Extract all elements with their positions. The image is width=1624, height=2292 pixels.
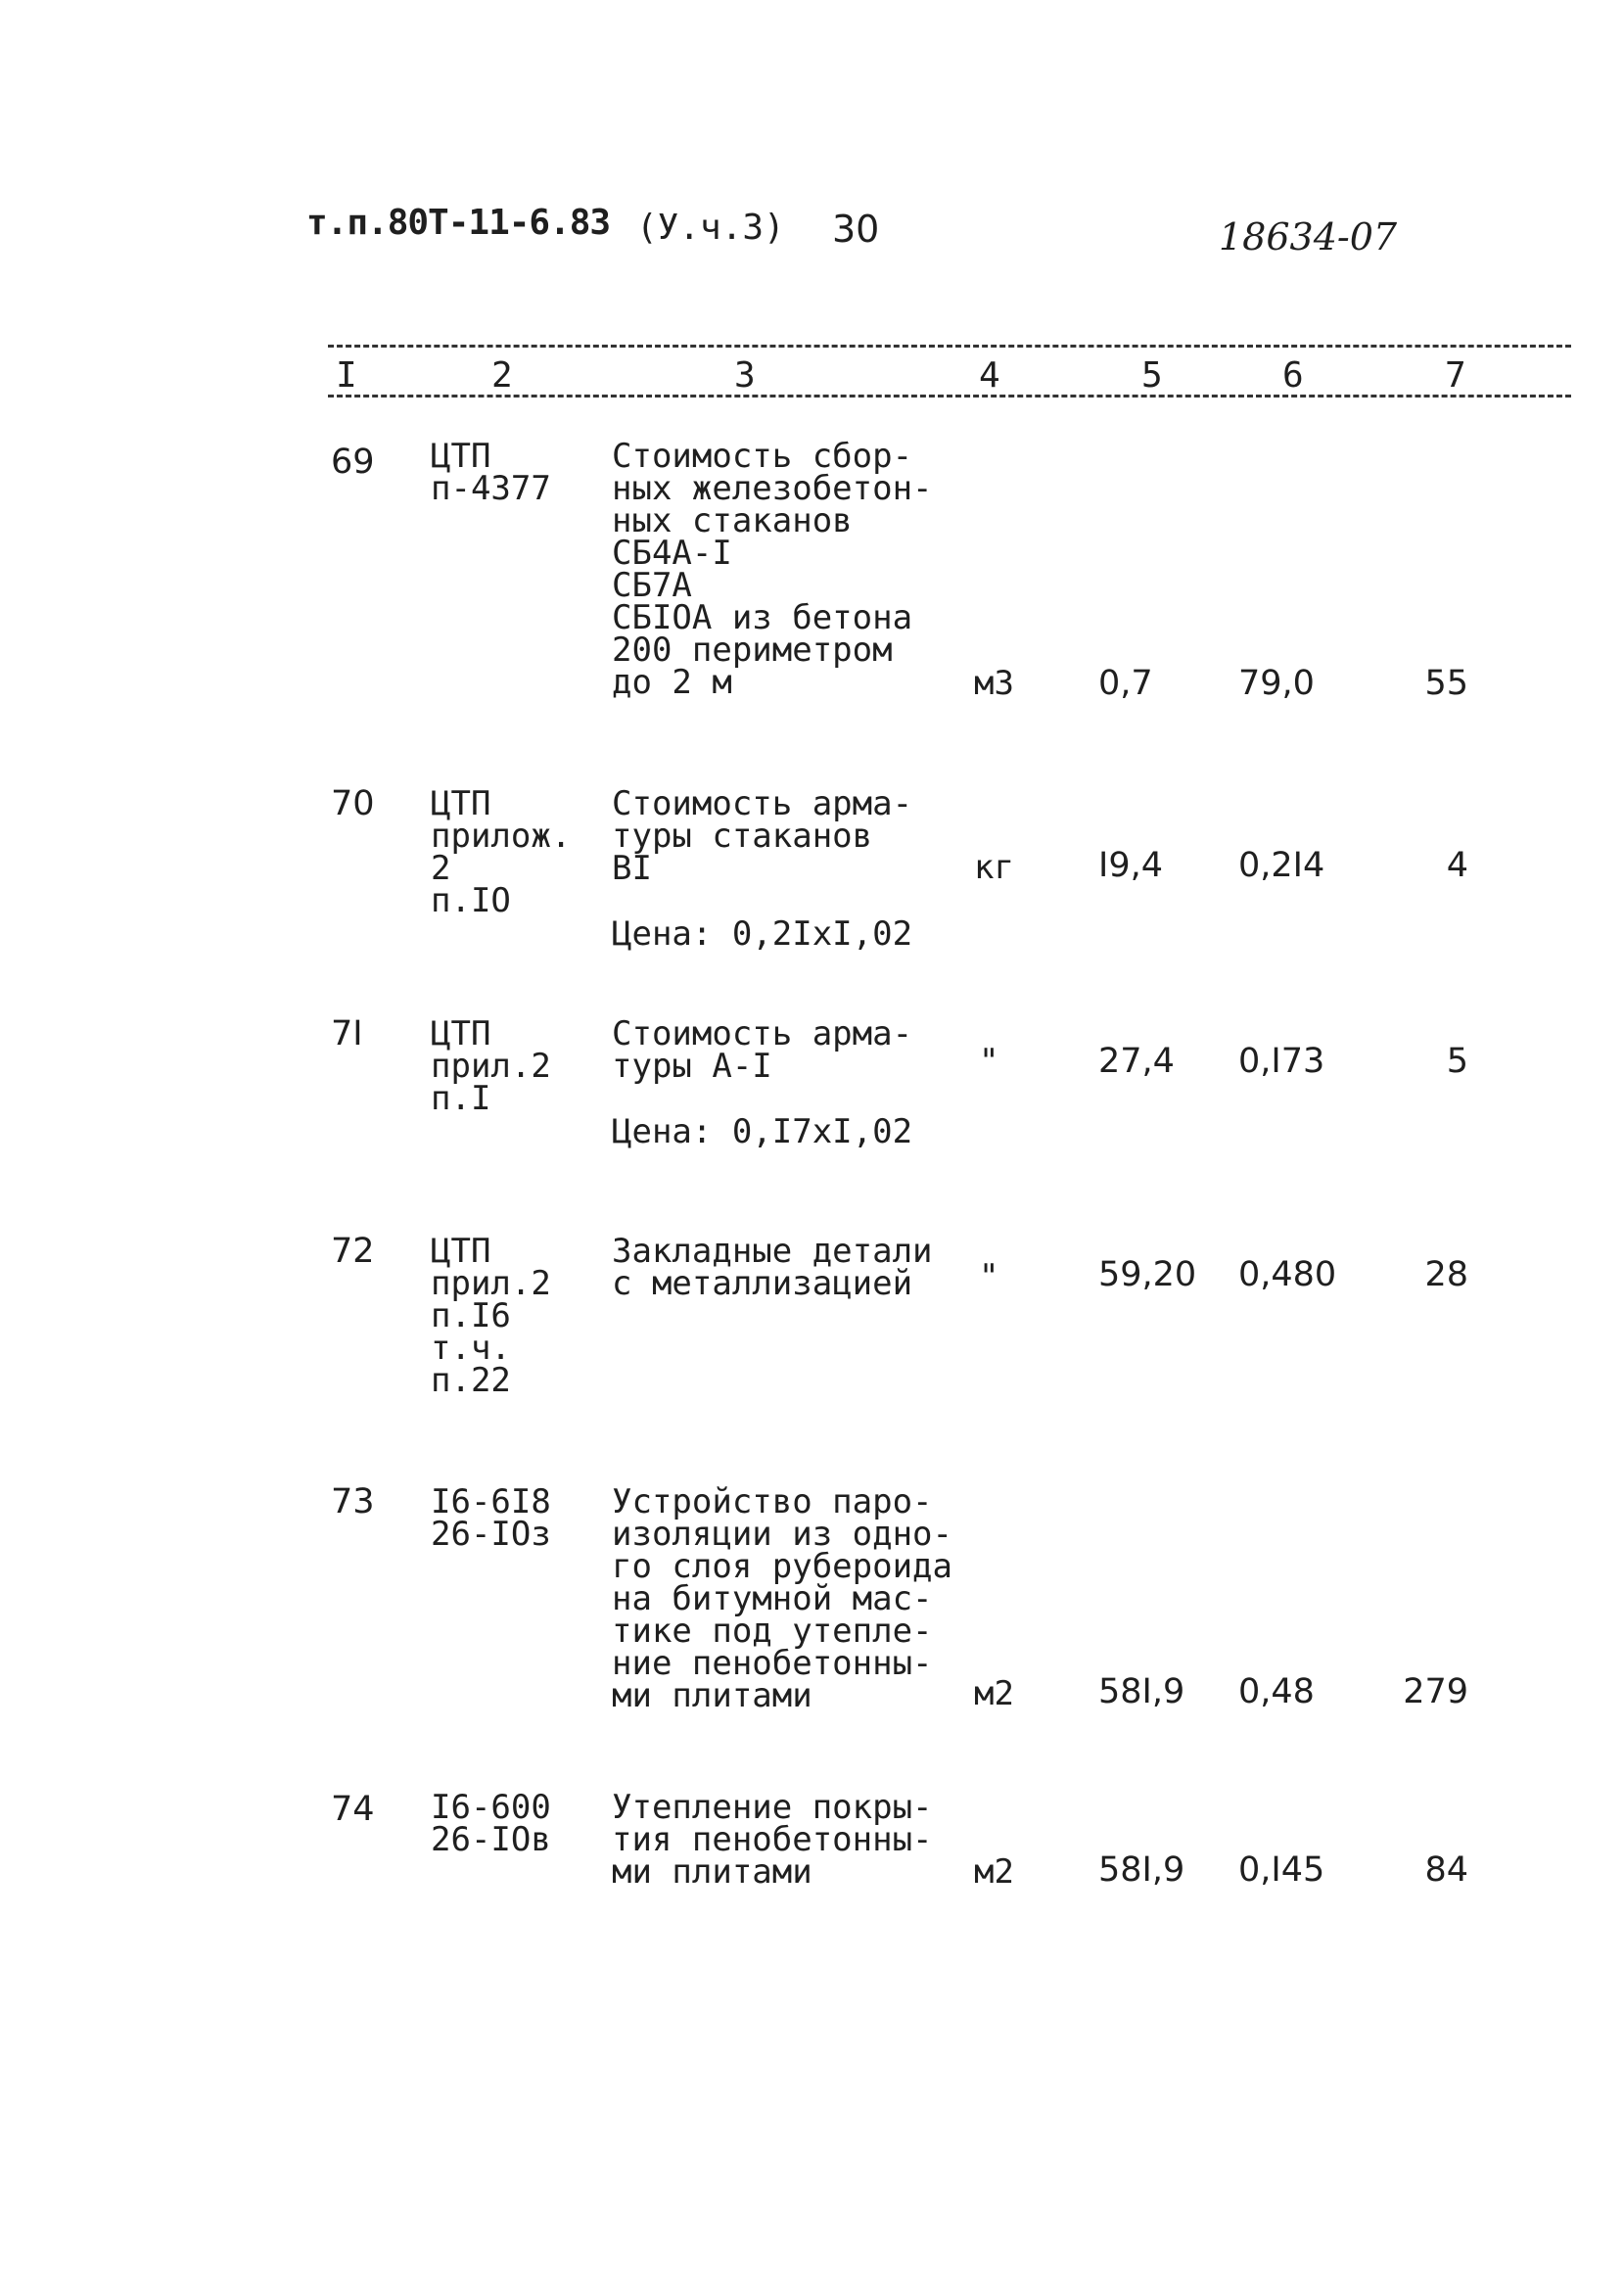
row-unit: кг — [974, 848, 1014, 887]
column-number: I — [336, 355, 357, 396]
column-number: 6 — [1282, 355, 1304, 396]
row-number: 7I — [331, 1014, 363, 1053]
row-unit-price: 0,48 — [1238, 1672, 1315, 1711]
row-number: 73 — [331, 1482, 375, 1521]
handwritten-code: 18634-07 — [1219, 215, 1398, 258]
row-total: 28 — [1424, 1255, 1468, 1294]
row-quantity: 58I,9 — [1098, 1672, 1185, 1711]
row-reference: ЦТП п-4377 — [431, 437, 551, 508]
row-unit: м3 — [974, 664, 1014, 703]
row-reference: I6-600 26-IОв — [431, 1788, 551, 1859]
row-number: 74 — [331, 1790, 375, 1829]
row-quantity: 0,7 — [1098, 664, 1153, 703]
row-unit-price: 0,480 — [1238, 1255, 1337, 1294]
row-unit: " — [979, 1042, 999, 1081]
row-description: Стоимость арма- туры стаканов ВI — [612, 784, 913, 888]
row-total: 279 — [1403, 1672, 1468, 1711]
row-reference: ЦТП прил.2 п.I6 т.ч. п.22 — [431, 1232, 551, 1400]
divider-top — [328, 345, 1571, 348]
row-number: 70 — [331, 784, 375, 823]
divider-bottom — [328, 395, 1571, 398]
page-number: 30 — [832, 208, 880, 251]
row-quantity: 59,20 — [1098, 1255, 1197, 1294]
row-description: Стоимость арма- туры А-I — [612, 1014, 913, 1086]
column-number: 4 — [979, 355, 1000, 396]
row-quantity: 27,4 — [1098, 1042, 1175, 1081]
row-description: Закладные детали с металлизацией — [612, 1232, 933, 1303]
row-unit-price: 79,0 — [1238, 664, 1315, 703]
row-total: 84 — [1424, 1850, 1468, 1890]
row-total: 55 — [1424, 664, 1468, 703]
column-number: 5 — [1141, 355, 1163, 396]
document-part: (У.ч.3) — [636, 208, 785, 248]
row-description: Стоимость сбор- ных железобетон- ных стаканов СБ4А-I СБ7А СБIОА из бетона 200 периметром до 2 м — [612, 437, 933, 702]
row-quantity: 58I,9 — [1098, 1850, 1185, 1890]
row-unit: " — [979, 1257, 999, 1296]
row-unit: м2 — [974, 1674, 1014, 1713]
column-number: 2 — [491, 355, 513, 396]
column-number: 3 — [734, 355, 756, 396]
row-price-note: Цена: 0,I7xI,02 — [612, 1112, 913, 1151]
row-unit-price: 0,I73 — [1238, 1042, 1325, 1081]
row-number: 69 — [331, 443, 375, 482]
row-unit-price: 0,2I4 — [1238, 846, 1325, 885]
row-reference: I6-6I8 26-IОз — [431, 1482, 551, 1554]
row-reference: ЦТП прил.2 п.I — [431, 1014, 551, 1118]
row-description: Утепление покры- тия пенобетонны- ми плитами — [612, 1788, 933, 1892]
row-quantity: I9,4 — [1098, 846, 1163, 885]
row-reference: ЦТП прилож. 2 п.IО — [431, 784, 572, 920]
row-total: 5 — [1446, 1042, 1468, 1081]
row-price-note: Цена: 0,2IxI,02 — [612, 914, 913, 954]
row-unit: м2 — [974, 1852, 1014, 1892]
row-total: 4 — [1446, 846, 1468, 885]
document-code: т.п.80Т-11-6.83 — [306, 203, 611, 243]
row-description: Устройство паро- изоляции из одно- го слоя рубероида на битумной мас- тике под утепле- ние пенобетонны- ми плитами — [612, 1482, 952, 1715]
column-number: 7 — [1445, 355, 1466, 396]
row-unit-price: 0,I45 — [1238, 1850, 1325, 1890]
row-number: 72 — [331, 1232, 375, 1271]
